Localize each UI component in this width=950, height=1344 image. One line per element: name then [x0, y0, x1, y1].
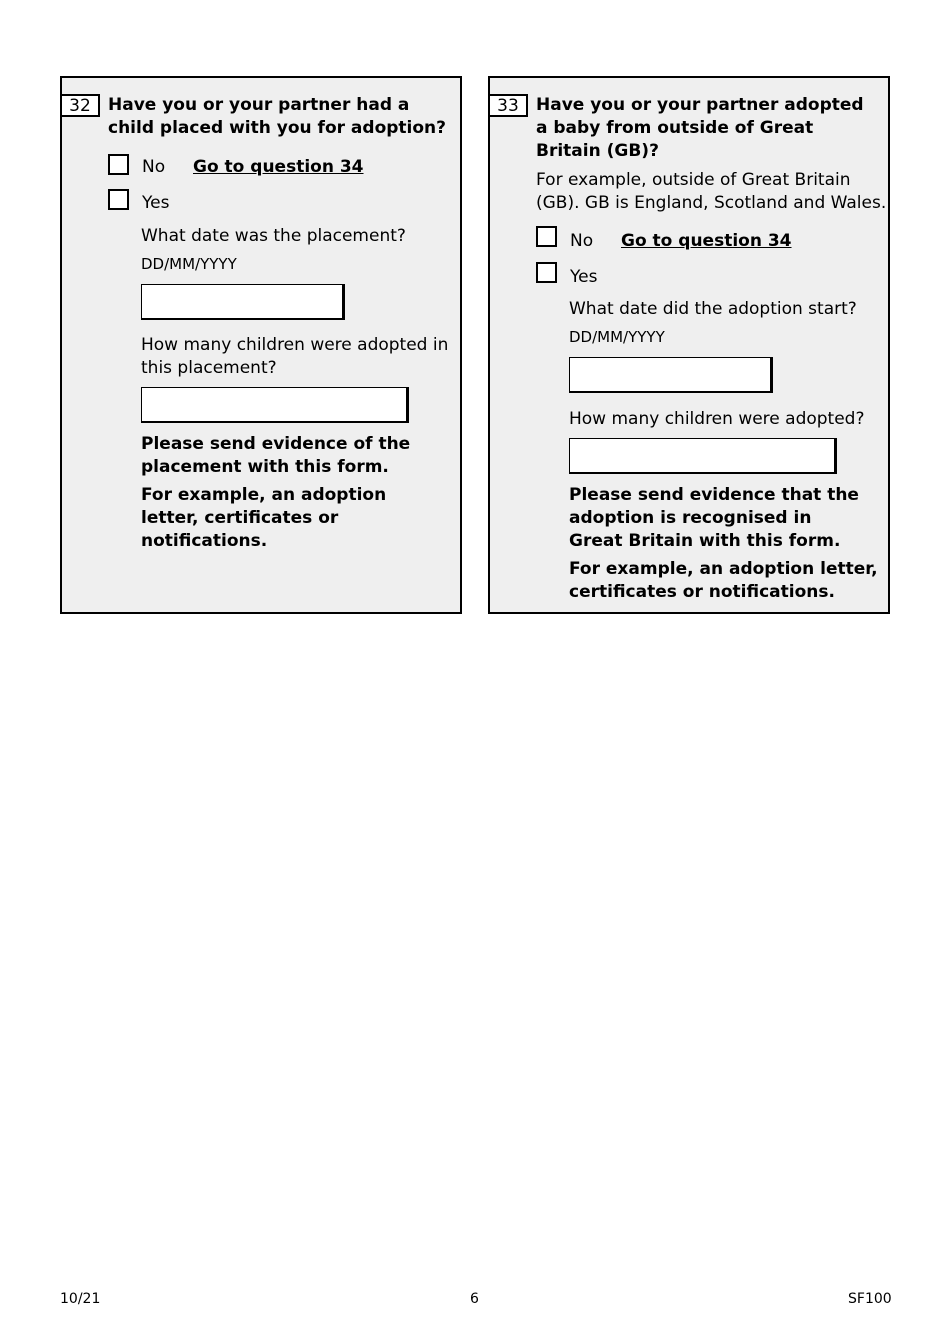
- evidence-example: For example, an adoption letter, certificates or notifications.: [141, 485, 387, 551]
- children-count-label: How many children were adopted?: [569, 409, 865, 429]
- no-label: No: [142, 157, 166, 177]
- evidence-instruction: Please send evidence of the placement with this form.: [141, 434, 411, 477]
- no-checkbox[interactable]: [108, 154, 129, 175]
- date-format-hint: DD/MM/YYYY: [569, 328, 665, 346]
- no-checkbox[interactable]: [536, 226, 557, 247]
- children-count-input[interactable]: [569, 438, 837, 474]
- yes-checkbox[interactable]: [536, 262, 557, 283]
- placement-date-label: What date was the placement?: [141, 226, 406, 246]
- question-number: 33: [488, 94, 528, 117]
- question-32-panel: [60, 76, 462, 614]
- children-count-label: How many children were adopted in this placement?: [141, 335, 449, 378]
- evidence-example: For example, an adoption letter, certificates or notifications.: [569, 559, 878, 602]
- question-title: Have you or your partner adopted a baby from outside of Great Britain (GB)?: [536, 95, 864, 161]
- question-hint: For example, outside of Great Britain (GB). GB is England, Scotland and Wales.: [536, 170, 887, 213]
- yes-label: Yes: [570, 267, 598, 287]
- evidence-instruction: Please send evidence that the adoption is recognised in Great Britain with this form.: [569, 485, 859, 551]
- goto-question-34-link[interactable]: Go to question 34: [193, 157, 364, 177]
- goto-question-34-link[interactable]: Go to question 34: [621, 231, 792, 251]
- adoption-date-input[interactable]: [569, 357, 773, 393]
- footer-date: 10/21: [60, 1291, 101, 1307]
- adoption-date-label: What date did the adoption start?: [569, 299, 857, 319]
- no-label: No: [570, 231, 594, 251]
- footer-page-number: 6: [470, 1291, 479, 1307]
- placement-date-input[interactable]: [141, 284, 345, 320]
- yes-label: Yes: [142, 193, 170, 213]
- footer-form-code: SF100: [848, 1291, 892, 1307]
- date-format-hint: DD/MM/YYYY: [141, 255, 237, 273]
- children-count-input[interactable]: [141, 387, 409, 423]
- question-title: Have you or your partner had a child placed with you for adoption?: [108, 95, 447, 138]
- question-33-panel: [488, 76, 890, 614]
- question-number: 32: [60, 94, 100, 117]
- yes-checkbox[interactable]: [108, 189, 129, 210]
